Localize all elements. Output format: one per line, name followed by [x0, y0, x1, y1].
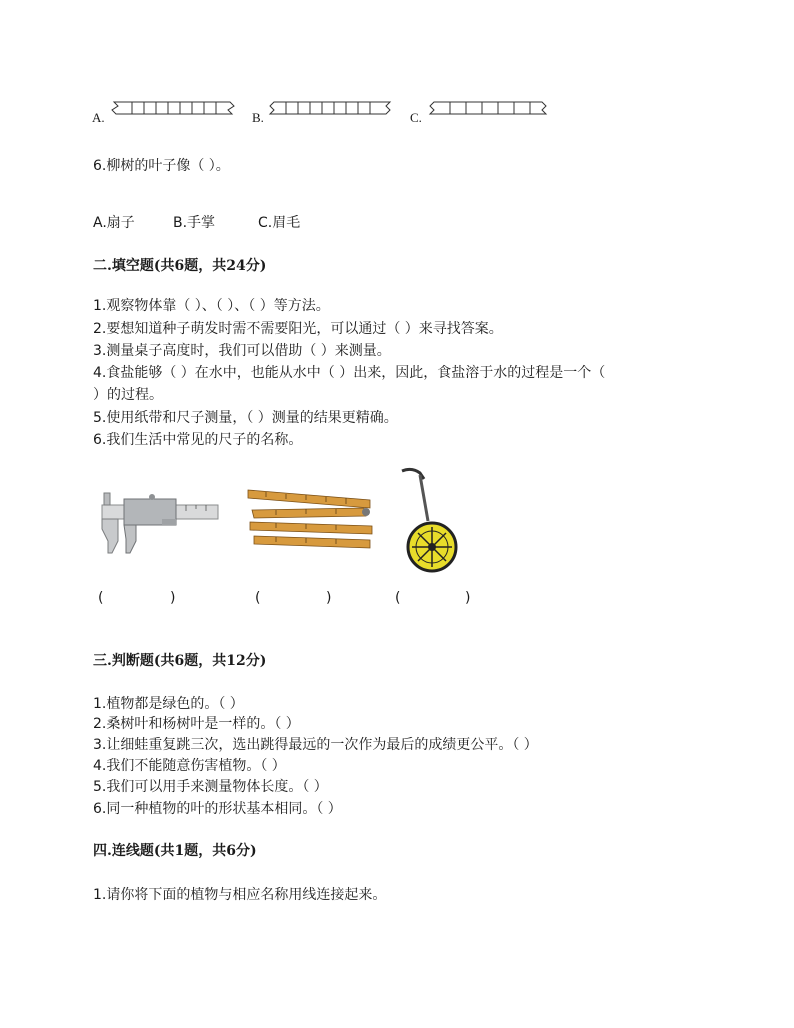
ruler-a-icon: [112, 98, 236, 118]
s3-line-1: 1.植物都是绿色的。（ ）: [93, 696, 244, 712]
q6-option-b: B.手掌: [173, 215, 216, 231]
s2-line-2: 2.要想知道种子萌发时需不需要阳光，可以通过（ ）来寻找答案。: [93, 321, 503, 337]
q5-option-a-label: A.: [92, 110, 105, 125]
vernier-caliper-image: [96, 483, 220, 559]
s2-line-4-cont: ）的过程。: [93, 387, 163, 403]
blank-2-open: (: [255, 590, 261, 606]
s3-line-3: 3.让细蛙重复跳三次，选出跳得最远的一次作为最后的成绩更公平。（ ）: [93, 737, 538, 753]
blank-1-open: (: [98, 590, 104, 606]
s2-line-3: 3.测量桌子高度时，我们可以借助（ ）来测量。: [93, 343, 391, 359]
s3-line-2: 2.桑树叶和杨树叶是一样的。（ ）: [93, 716, 300, 732]
folding-ruler-image: [246, 486, 376, 562]
blank-3-close: ): [465, 590, 471, 606]
q6-option-c: C.眉毛: [258, 215, 301, 231]
blank-3-open: (: [395, 590, 401, 606]
s3-line-5: 5.我们可以用手来测量物体长度。（ ）: [93, 779, 328, 795]
ruler-c-icon: [428, 98, 552, 118]
ruler-b-icon: [268, 98, 392, 118]
s2-line-1: 1.观察物体靠（ ）、（ ）、（ ）等方法。: [93, 298, 330, 314]
section-3-heading: 三.判断题(共6题，共12分): [93, 653, 267, 669]
q5-option-b-label: B.: [252, 110, 264, 125]
s2-line-6: 6.我们生活中常见的尺子的名称。: [93, 432, 303, 448]
blank-1-close: ): [170, 590, 176, 606]
s3-line-4: 4.我们不能随意伤害植物。（ ）: [93, 758, 286, 774]
blank-2-close: ): [326, 590, 332, 606]
section-2-heading: 二.填空题(共6题，共24分): [93, 258, 267, 274]
s3-line-6: 6.同一种植物的叶的形状基本相同。（ ）: [93, 801, 342, 817]
s2-line-4: 4.食盐能够（ ）在水中，也能从水中（ ）出来，因此，食盐溶于水的过程是一个（: [93, 365, 606, 381]
s2-line-5: 5.使用纸带和尺子测量，（ ）测量的结果更精确。: [93, 410, 398, 426]
q6-option-a: A.扇子: [93, 215, 135, 231]
s4-line-1: 1.请你将下面的植物与相应名称用线连接起来。: [93, 887, 387, 903]
section-4-heading: 四.连线题(共1题，共6分): [93, 843, 257, 859]
q6-question: 6.柳树的叶子像（ ）。: [93, 158, 230, 174]
measuring-wheel-image: [396, 465, 462, 577]
q5-option-c-label: C.: [410, 110, 422, 125]
